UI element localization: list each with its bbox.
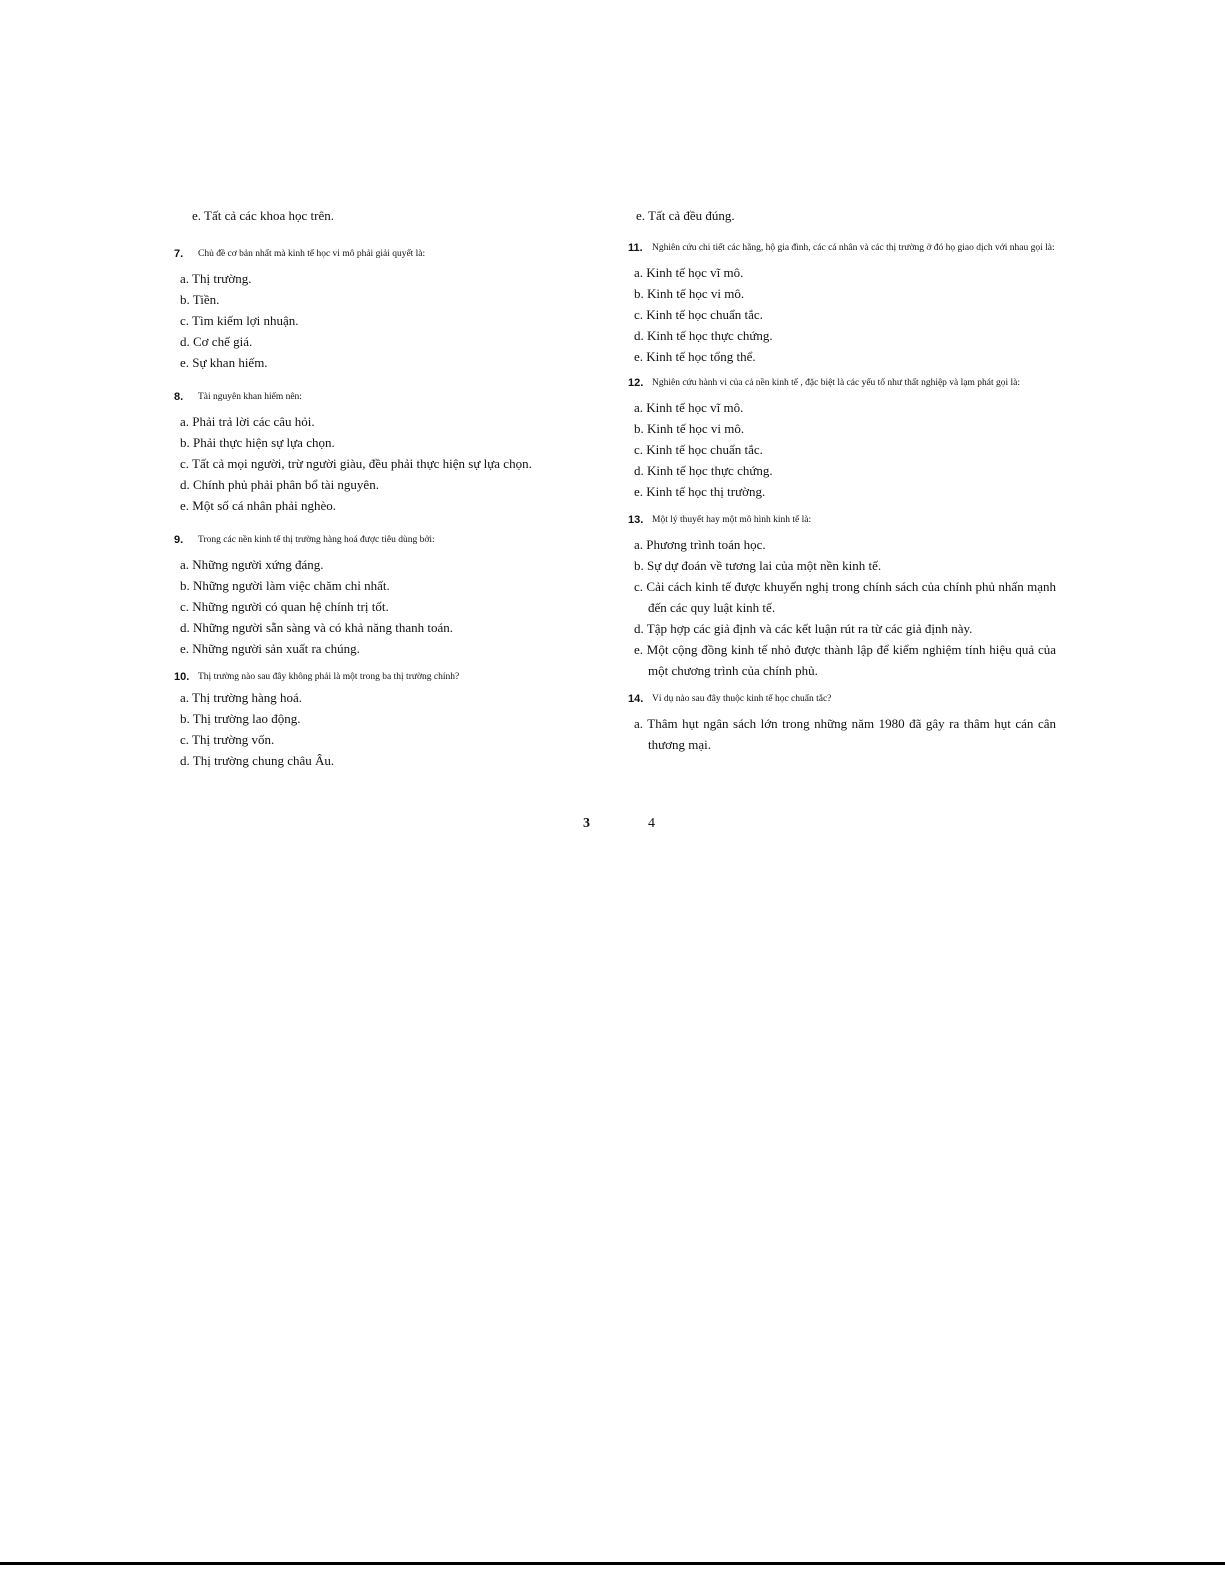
option: c. Cải cách kinh tế được khuyến nghị trong chính sách của chính phủ nhấn mạnh đến các quy luật kinh tế. bbox=[634, 579, 1056, 615]
option: b. Kinh tế học vi mô. bbox=[634, 286, 745, 301]
question-text: Ví dụ nào sau đây thuộc kinh tế học chuẩn tắc? bbox=[652, 694, 832, 704]
option: c. Kinh tế học chuẩn tắc. bbox=[634, 307, 763, 322]
option: c. Kinh tế học chuẩn tắc. bbox=[634, 442, 763, 457]
option: b. Sự dự đoán về tương lai của một nền kinh tế. bbox=[634, 558, 882, 573]
option: d. Kinh tế học thực chứng. bbox=[634, 463, 773, 478]
question-number: 11. bbox=[628, 242, 643, 254]
option: e. Sự khan hiếm. bbox=[180, 355, 268, 370]
question-text: Nghiên cứu chi tiết các hãng, hộ gia đình, các cá nhân và các thị trường ở đó họ giao dịch với nhau gọi là: bbox=[652, 243, 1055, 253]
question-11 bbox=[628, 242, 1056, 254]
question-number: 7. bbox=[174, 248, 184, 260]
option: e. Một cộng đồng kinh tế nhỏ được thành lập để kiểm nghiệm tính hiệu quả của một chương trình của chính phủ. bbox=[634, 642, 1056, 678]
question-text: Nghiên cứu hành vi của cả nền kinh tế , đặc biệt là các yếu tố như thất nghiệp và lạm phát gọi là: bbox=[652, 378, 1021, 388]
option: b. Tiền. bbox=[180, 292, 220, 307]
question-9 bbox=[174, 534, 614, 546]
question-number: 8. bbox=[174, 391, 184, 403]
question-text: Một lý thuyết hay một mô hình kinh tế là: bbox=[652, 515, 812, 525]
question-8 bbox=[174, 391, 614, 403]
option: d. Chính phủ phải phân bổ tài nguyên. bbox=[180, 477, 379, 492]
right-column bbox=[628, 205, 1056, 755]
option: b. Phải thực hiện sự lựa chọn. bbox=[180, 435, 335, 450]
option: c. Thị trường vốn. bbox=[180, 732, 275, 747]
option: e. Một số cá nhân phải nghèo. bbox=[180, 498, 336, 513]
option: d. Thị trường chung châu Âu. bbox=[180, 753, 335, 768]
option: e. Kinh tế học thị trường. bbox=[634, 484, 766, 499]
left-column bbox=[174, 205, 614, 771]
option: c. Những người có quan hệ chính trị tốt. bbox=[180, 599, 389, 614]
option: e. Những người sản xuất ra chúng. bbox=[180, 641, 360, 656]
question-13 bbox=[628, 514, 1056, 526]
question-number: 14. bbox=[628, 693, 644, 705]
option: d. Cơ chế giá. bbox=[180, 334, 253, 349]
option: c. Tìm kiếm lợi nhuận. bbox=[180, 313, 299, 328]
option: a. Thị trường hàng hoá. bbox=[180, 690, 302, 705]
lead-option: e. Tất cả đều đúng. bbox=[636, 208, 735, 223]
option: e. Kinh tế học tổng thể. bbox=[634, 349, 756, 364]
question-text: Trong các nền kinh tế thị trường hàng hoá được tiêu dùng bởi: bbox=[198, 535, 435, 545]
option: a. Kinh tế học vĩ mô. bbox=[634, 400, 744, 415]
option: c. Tất cả mọi người, trừ người giàu, đều phải thực hiện sự lựa chọn. bbox=[180, 456, 532, 471]
option: b. Thị trường lao động. bbox=[180, 711, 301, 726]
question-text: Tài nguyên khan hiếm nên: bbox=[198, 392, 302, 402]
question-10 bbox=[174, 671, 614, 683]
question-14 bbox=[628, 693, 1056, 705]
option: b. Kinh tế học vi mô. bbox=[634, 421, 745, 436]
page-number-right: 4 bbox=[648, 816, 655, 831]
option: d. Kinh tế học thực chứng. bbox=[634, 328, 773, 343]
question-number: 12. bbox=[628, 377, 644, 389]
option: a. Những người xứng đáng. bbox=[180, 557, 324, 572]
question-number: 13. bbox=[628, 514, 644, 526]
question-7 bbox=[174, 248, 614, 260]
question-text: Thị trường nào sau đây không phải là một trong ba thị trường chính? bbox=[198, 672, 460, 682]
option: d. Những người sẵn sàng và có khả năng thanh toán. bbox=[180, 620, 453, 635]
option: a. Kinh tế học vĩ mô. bbox=[634, 265, 744, 280]
question-text: Chủ đề cơ bản nhất mà kinh tế học vi mô phải giải quyết là: bbox=[198, 249, 426, 259]
option: a. Thị trường. bbox=[180, 271, 252, 286]
question-number: 9. bbox=[174, 534, 184, 546]
page-number-left: 3 bbox=[583, 816, 590, 831]
option: d. Tập hợp các giả định và các kết luận rút ra từ các giả định này. bbox=[634, 621, 973, 636]
option: a. Thâm hụt ngân sách lớn trong những năm 1980 đã gây ra thâm hụt cán cân thương mại. bbox=[634, 716, 1056, 752]
lead-option: e. Tất cả các khoa học trên. bbox=[192, 208, 334, 223]
question-12 bbox=[628, 377, 1056, 389]
bottom-rule bbox=[0, 1562, 1225, 1565]
question-number: 10. bbox=[174, 671, 190, 683]
option: a. Phương trình toán học. bbox=[634, 537, 766, 552]
option: b. Những người làm việc chăm chỉ nhất. bbox=[180, 578, 390, 593]
option: a. Phải trả lời các câu hỏi. bbox=[180, 414, 315, 429]
